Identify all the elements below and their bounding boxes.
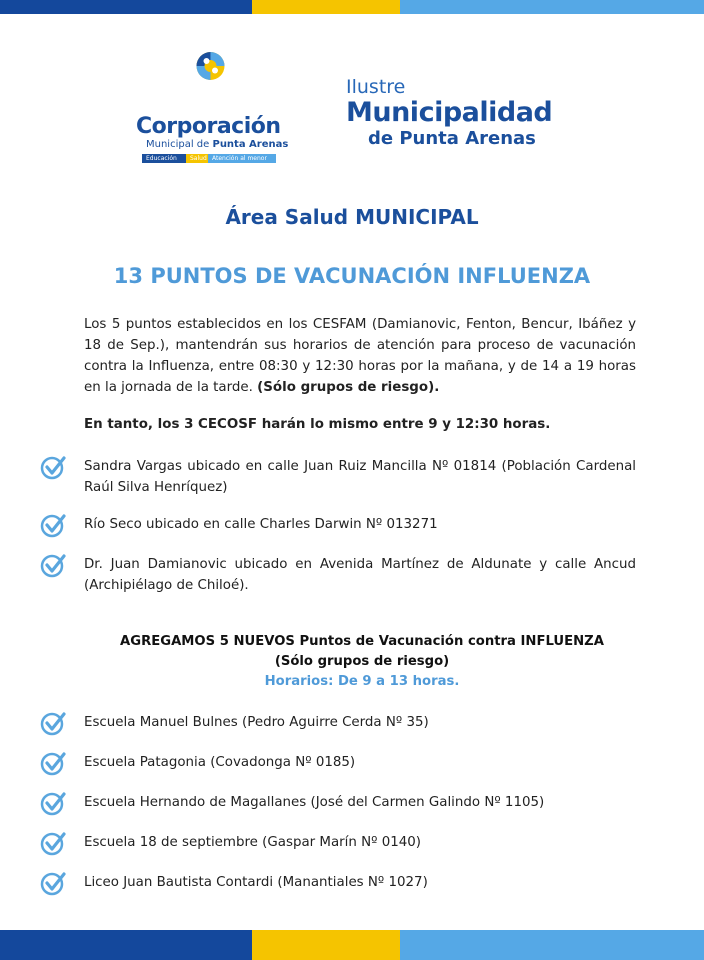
list-item	[40, 752, 640, 776]
corporacion-subtitle: Municipal de Punta Arenas	[146, 139, 289, 150]
check-circle-icon	[40, 790, 66, 816]
new-point-5: Liceo Juan Bautista Contardi (Manantiales Nº 1027)	[84, 875, 428, 890]
intro-paragraph: Los 5 puntos establecidos en los CESFAM (Damianovic, Fenton, Bencur, Ibáñez y 18 de Sep.), mantendrán sus horarios de atención para proceso de vacunación contra la Influenza, entre 08:30 y 12:30 horas por la mañana, y de 14 a 19 horas en la jornada de la tarde. (Sólo grupos de riesgo).	[84, 317, 636, 395]
check-circle-icon	[40, 512, 66, 538]
cecosf-point-1: Sandra Vargas ubicado en calle Juan Ruiz Mancilla Nº 01814 (Población Cardenal Raúl Silva Henríquez)	[84, 459, 636, 495]
tag-atencion: Atención al menor	[208, 154, 276, 163]
new-points-header: AGREGAMOS 5 NUEVOS Puntos de Vacunación contra INFLUENZA (Sólo grupos de riesgo) Horarios: De 9 a 13 horas.	[120, 634, 604, 689]
new-point-3: Escuela Hernando de Magallanes (José del Carmen Galindo Nº 1105)	[84, 795, 545, 810]
municipalidad-logo: Ilustre Municipalidad de Punta Arenas	[346, 76, 553, 149]
bottom-color-bar	[0, 930, 704, 960]
list-item	[40, 514, 640, 538]
cecosf-point-2: Río Seco ubicado en calle Charles Darwin Nº 013271	[84, 517, 438, 532]
new-point-1: Escuela Manuel Bulnes (Pedro Aguirre Cerda Nº 35)	[84, 715, 429, 730]
list-item	[40, 456, 640, 498]
new-point-4: Escuela 18 de septiembre (Gaspar Marín Nº 0140)	[84, 835, 422, 850]
area-title: Área Salud MUNICIPAL	[225, 205, 479, 229]
list-item	[40, 832, 640, 856]
new-point-2: Escuela Patagonia (Covadonga Nº 0185)	[84, 755, 356, 770]
tag-educacion: Educación	[142, 154, 186, 163]
list-item	[40, 712, 640, 736]
tag-salud: Salud	[186, 154, 208, 163]
cecosf-point-3: Dr. Juan Damianovic ubicado en Avenida Martínez de Aldunate y calle Ancud (Archipiélago de Chiloé).	[84, 557, 636, 593]
check-circle-icon	[40, 870, 66, 896]
check-circle-icon	[40, 830, 66, 856]
list-item	[40, 792, 640, 816]
headline: 13 PUNTOS DE VACUNACIÓN INFLUENZA	[113, 264, 591, 288]
list-item	[40, 872, 640, 896]
corporacion-logo-icon	[136, 50, 286, 110]
check-circle-icon	[40, 552, 66, 578]
corporacion-name: Corporación	[136, 114, 281, 139]
corporacion-tags	[142, 154, 276, 163]
list-item	[40, 554, 640, 596]
check-circle-icon	[40, 454, 66, 480]
check-circle-icon	[40, 750, 66, 776]
cecosf-note: En tanto, los 3 CECOSF harán lo mismo entre 9 y 12:30 horas.	[84, 417, 551, 432]
top-color-bar	[0, 0, 704, 14]
check-circle-icon	[40, 710, 66, 736]
